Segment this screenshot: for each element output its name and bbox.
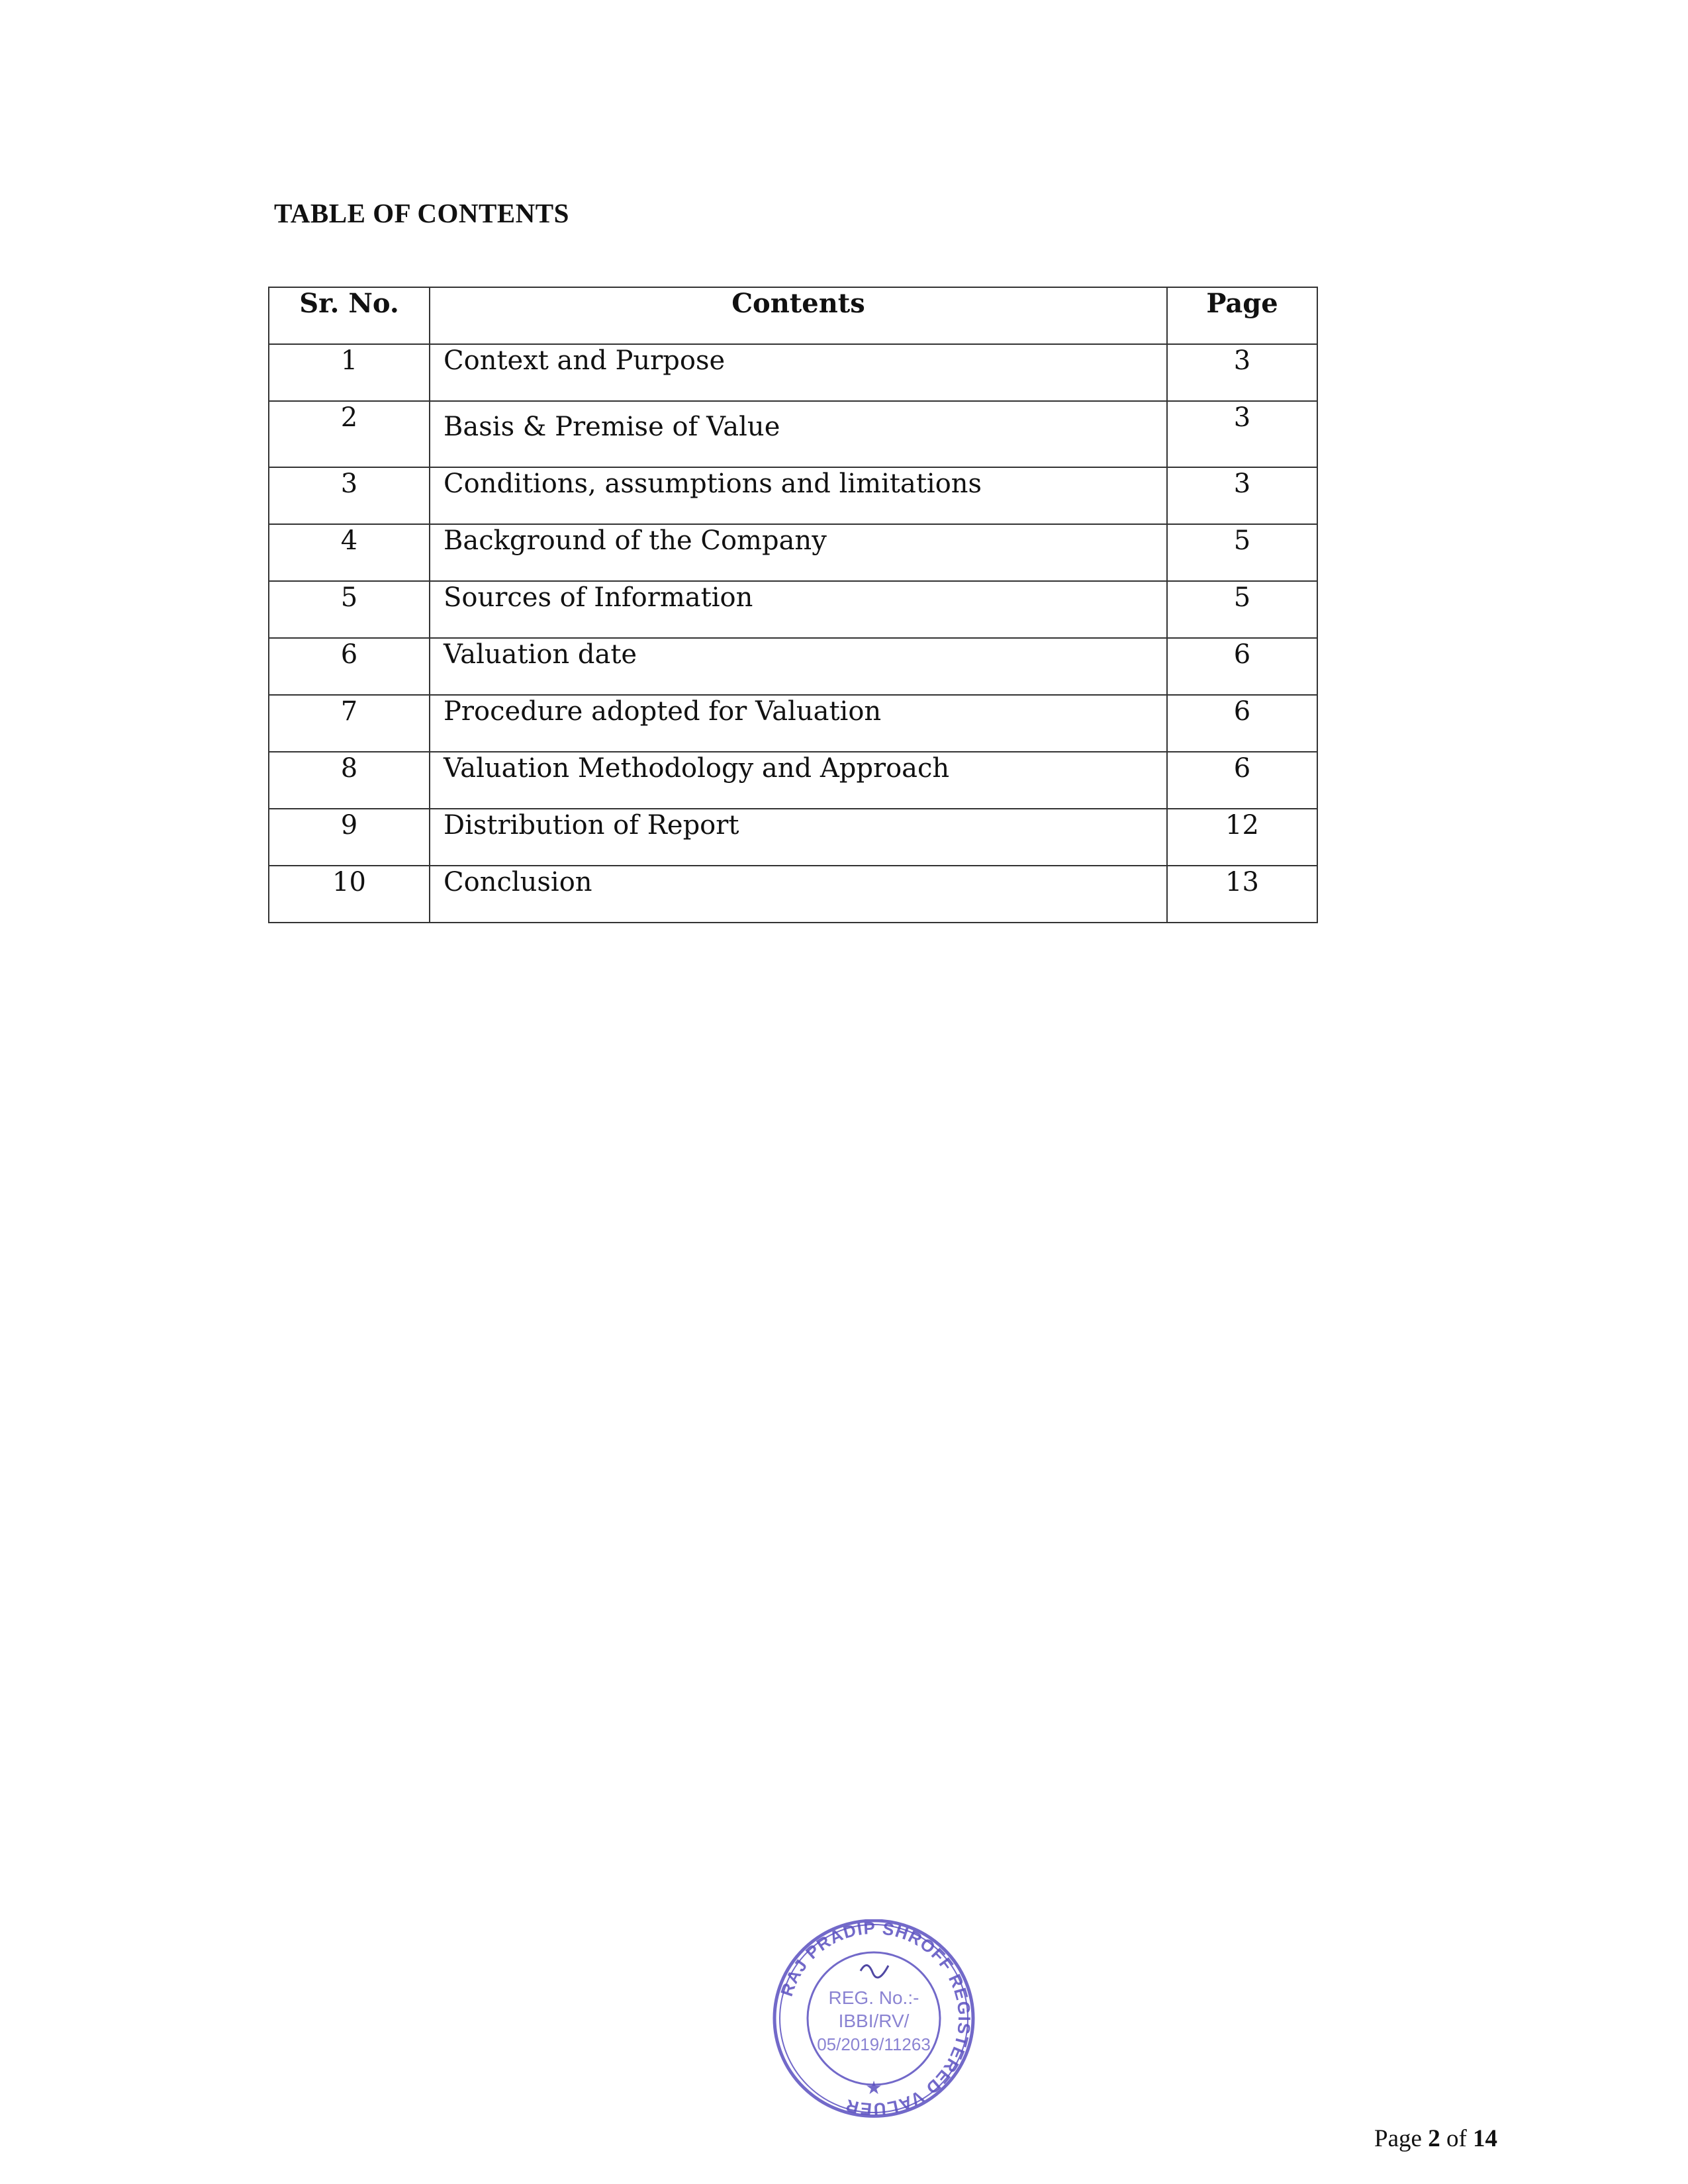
- header-sr-no: Sr. No.: [269, 287, 430, 344]
- row-page: 6: [1167, 695, 1317, 752]
- row-page: 12: [1167, 809, 1317, 866]
- row-page: 3: [1167, 467, 1317, 524]
- table-row: [269, 866, 1317, 923]
- row-content: Background of the Company: [430, 524, 1167, 581]
- footer-of: of: [1446, 2125, 1467, 2152]
- table-row: [269, 638, 1317, 695]
- row-content: Basis & Premise of Value: [430, 401, 1167, 467]
- row-sr-no: 2: [269, 401, 430, 467]
- table-row: [269, 524, 1317, 581]
- row-content: Context and Purpose: [430, 344, 1167, 401]
- row-page: 3: [1167, 401, 1317, 467]
- row-sr-no: 1: [269, 344, 430, 401]
- row-content: Procedure adopted for Valuation: [430, 695, 1167, 752]
- row-sr-no: 7: [269, 695, 430, 752]
- row-sr-no: 8: [269, 752, 430, 809]
- row-sr-no: 9: [269, 809, 430, 866]
- table-row: [269, 467, 1317, 524]
- seal-line-1: REG. No.:-: [828, 1987, 919, 2008]
- row-page: 6: [1167, 752, 1317, 809]
- table-row: [269, 809, 1317, 866]
- row-content: Conditions, assumptions and limitations: [430, 467, 1167, 524]
- row-sr-no: 4: [269, 524, 430, 581]
- row-content: Distribution of Report: [430, 809, 1167, 866]
- header-contents: Contents: [430, 287, 1167, 344]
- row-sr-no: 6: [269, 638, 430, 695]
- page-footer: [1374, 2124, 1497, 2153]
- row-sr-no: 5: [269, 581, 430, 638]
- table-row: [269, 401, 1317, 467]
- row-content: Valuation date: [430, 638, 1167, 695]
- row-content: Sources of Information: [430, 581, 1167, 638]
- row-page: 5: [1167, 581, 1317, 638]
- table-row: [269, 752, 1317, 809]
- footer-prefix: Page: [1374, 2125, 1422, 2152]
- registered-valuer-seal: [768, 1919, 980, 2118]
- table-row: [269, 581, 1317, 638]
- toc-heading: TABLE OF CONTENTS: [274, 198, 569, 228]
- header-page: Page: [1167, 287, 1317, 344]
- row-content: Valuation Methodology and Approach: [430, 752, 1167, 809]
- seal-ring-text: RAJ PRADIP SHROFF REGISTERED VALUER: [776, 1919, 975, 2118]
- star-icon: ★: [865, 2077, 882, 2099]
- footer-total-pages: 14: [1473, 2125, 1498, 2152]
- row-page: 6: [1167, 638, 1317, 695]
- row-page: 13: [1167, 866, 1317, 923]
- table-row: [269, 695, 1317, 752]
- table-row: [269, 344, 1317, 401]
- row-content: Conclusion: [430, 866, 1167, 923]
- signature-mark: [861, 1965, 888, 1978]
- seal-line-2: IBBI/RV/: [838, 2011, 910, 2031]
- toc-table: [268, 287, 1318, 923]
- toc-header-row: [269, 287, 1317, 344]
- row-sr-no: 3: [269, 467, 430, 524]
- seal-line-3: 05/2019/11263: [817, 2034, 931, 2054]
- footer-current-page: 2: [1428, 2125, 1440, 2152]
- row-page: 3: [1167, 344, 1317, 401]
- row-page: 5: [1167, 524, 1317, 581]
- row-sr-no: 10: [269, 866, 430, 923]
